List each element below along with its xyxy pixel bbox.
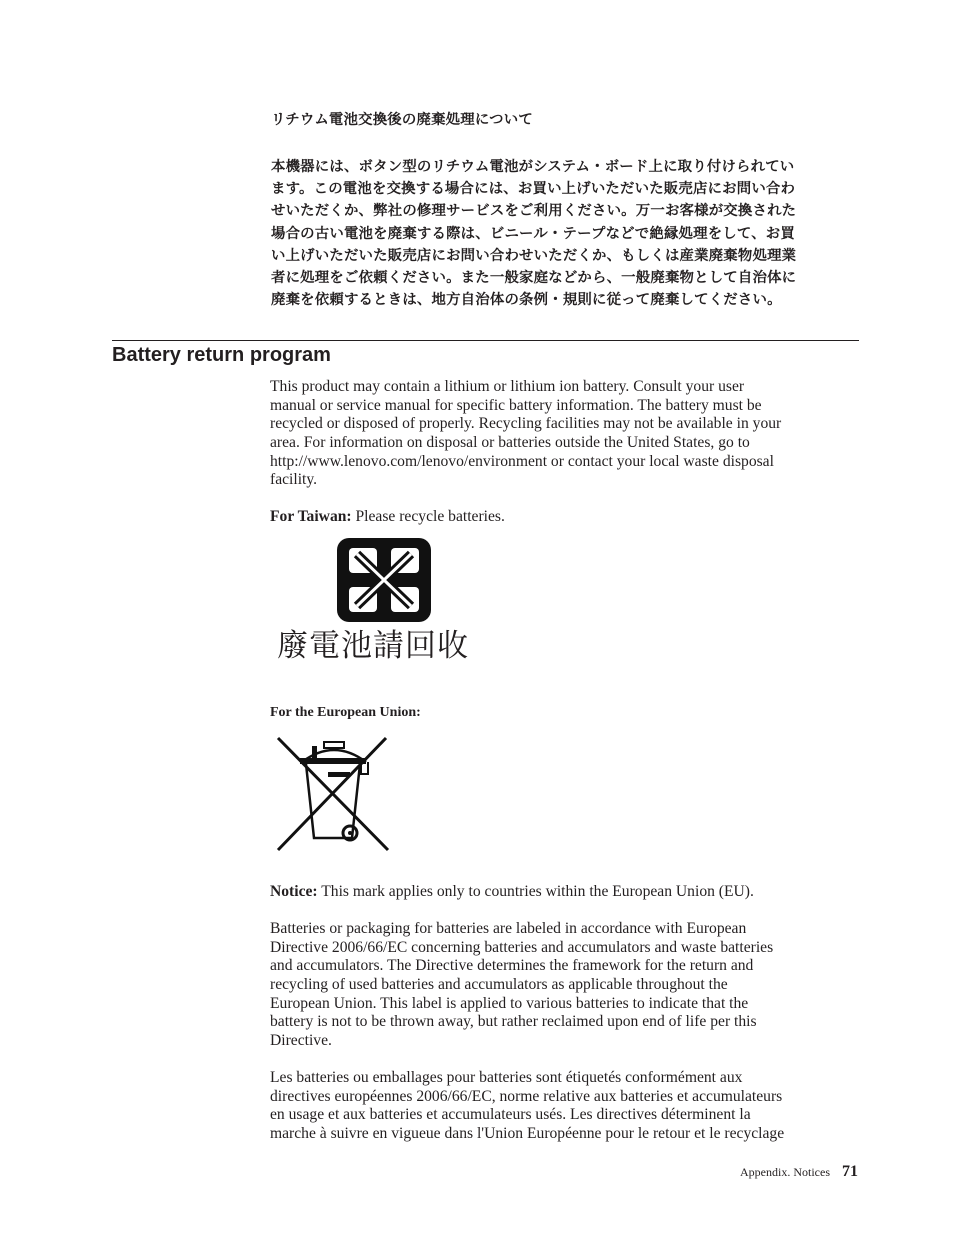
taiwan-paragraph: [270, 508, 505, 527]
notice-text: This mark applies only to countries within the European Union (EU).: [317, 883, 754, 900]
text-line: Directive 2006/66/EC concerning batteries and accumulators and waste batteries: [270, 938, 774, 956]
section-divider: [112, 340, 859, 341]
text-line: marche à suivre en vigueue dans l'Union Européenne pour le retour et le recyclage: [270, 1125, 785, 1143]
text-line: European Union. This label is applied to various batteries to indicate that the: [270, 994, 749, 1012]
crossed-bin-icon: [276, 736, 390, 852]
text-line: This product may contain a lithium or lithium ion battery. Consult your user: [270, 378, 745, 395]
japanese-title: リチウム電池交換後の廃棄処理について: [271, 112, 533, 128]
text-line: Batteries or packaging for batteries are labeled in accordance with European: [270, 920, 747, 937]
text-line: い上げいただいた販売店にお問い合わせいただくか、もしくは産業廃棄物処理業: [271, 247, 797, 264]
text-line: directives européennes 2006/66/EC, norme relative aux batteries et accumulateurs: [270, 1087, 783, 1105]
text-line: ます。この電池を交換する場合には、お買い上げいただいた販売店にお問い合わ: [271, 181, 796, 198]
eu-notice: [270, 883, 754, 902]
text-line: battery is not to be thrown away, but rather reclaimed upon end of life per this: [270, 1013, 757, 1031]
text-line: 本機器には、ボタン型のリチウム電池がシステム・ボード上に取り付けられてい: [271, 159, 795, 175]
japanese-paragraph: [271, 156, 796, 311]
text-line: area. For information on disposal or batteries outside the United States, go to: [270, 434, 750, 452]
text-line: en usage et aux batteries et accumulateurs usés. Les directives déterminent la: [270, 1106, 751, 1124]
text-line: manual or service manual for specific battery information. The battery must be: [270, 396, 762, 414]
text-line: recycling of used batteries and accumulators as applicable throughout the: [270, 976, 728, 994]
text-line: recycled or disposed of properly. Recycling facilities may not be available in your: [270, 415, 782, 433]
text-line: せいただくか、弊社の修理サービスをご利用ください。万一お客様が交換された: [271, 203, 797, 220]
text-line: and accumulators. The Directive determines the framework for the return and: [270, 957, 754, 975]
text-line: Les batteries ou emballages pour batteries sont étiquetés conformément aux: [270, 1069, 743, 1086]
text-line: Directive.: [270, 1032, 332, 1050]
text-line: http://www.lenovo.com/lenovo/environment or contact your local waste disposal: [270, 452, 774, 470]
taiwan-label: For Taiwan:: [270, 508, 352, 525]
page-number: 71: [842, 1163, 858, 1180]
text-line: 者に処理をご依頼ください。また一般家庭などから、一般廃棄物として自治体に: [271, 269, 797, 286]
page-footer: [740, 1163, 858, 1181]
eu-french-paragraph: [270, 1069, 784, 1144]
taiwan-text: Please recycle batteries.: [351, 508, 505, 525]
intro-paragraph: [270, 378, 781, 490]
taiwan-logo-text: 廢電池請回收: [277, 628, 469, 664]
text-line: 廃棄を依頼するときは、地方自治体の条例・規則に従って廃棄してください。: [271, 292, 782, 309]
eu-english-paragraph: [270, 920, 773, 1051]
taiwan-recycle-logo-icon: [337, 538, 431, 622]
section-title: Battery return program: [112, 344, 331, 366]
text-line: 場合の古い電池を廃棄する際は、ビニール・テープなどで絶縁処理をして、お買: [271, 225, 795, 242]
notice-label: Notice:: [270, 883, 318, 900]
footer-label: Appendix. Notices: [740, 1165, 830, 1179]
text-line: facility.: [270, 471, 318, 489]
eu-label: For the European Union:: [270, 705, 421, 720]
